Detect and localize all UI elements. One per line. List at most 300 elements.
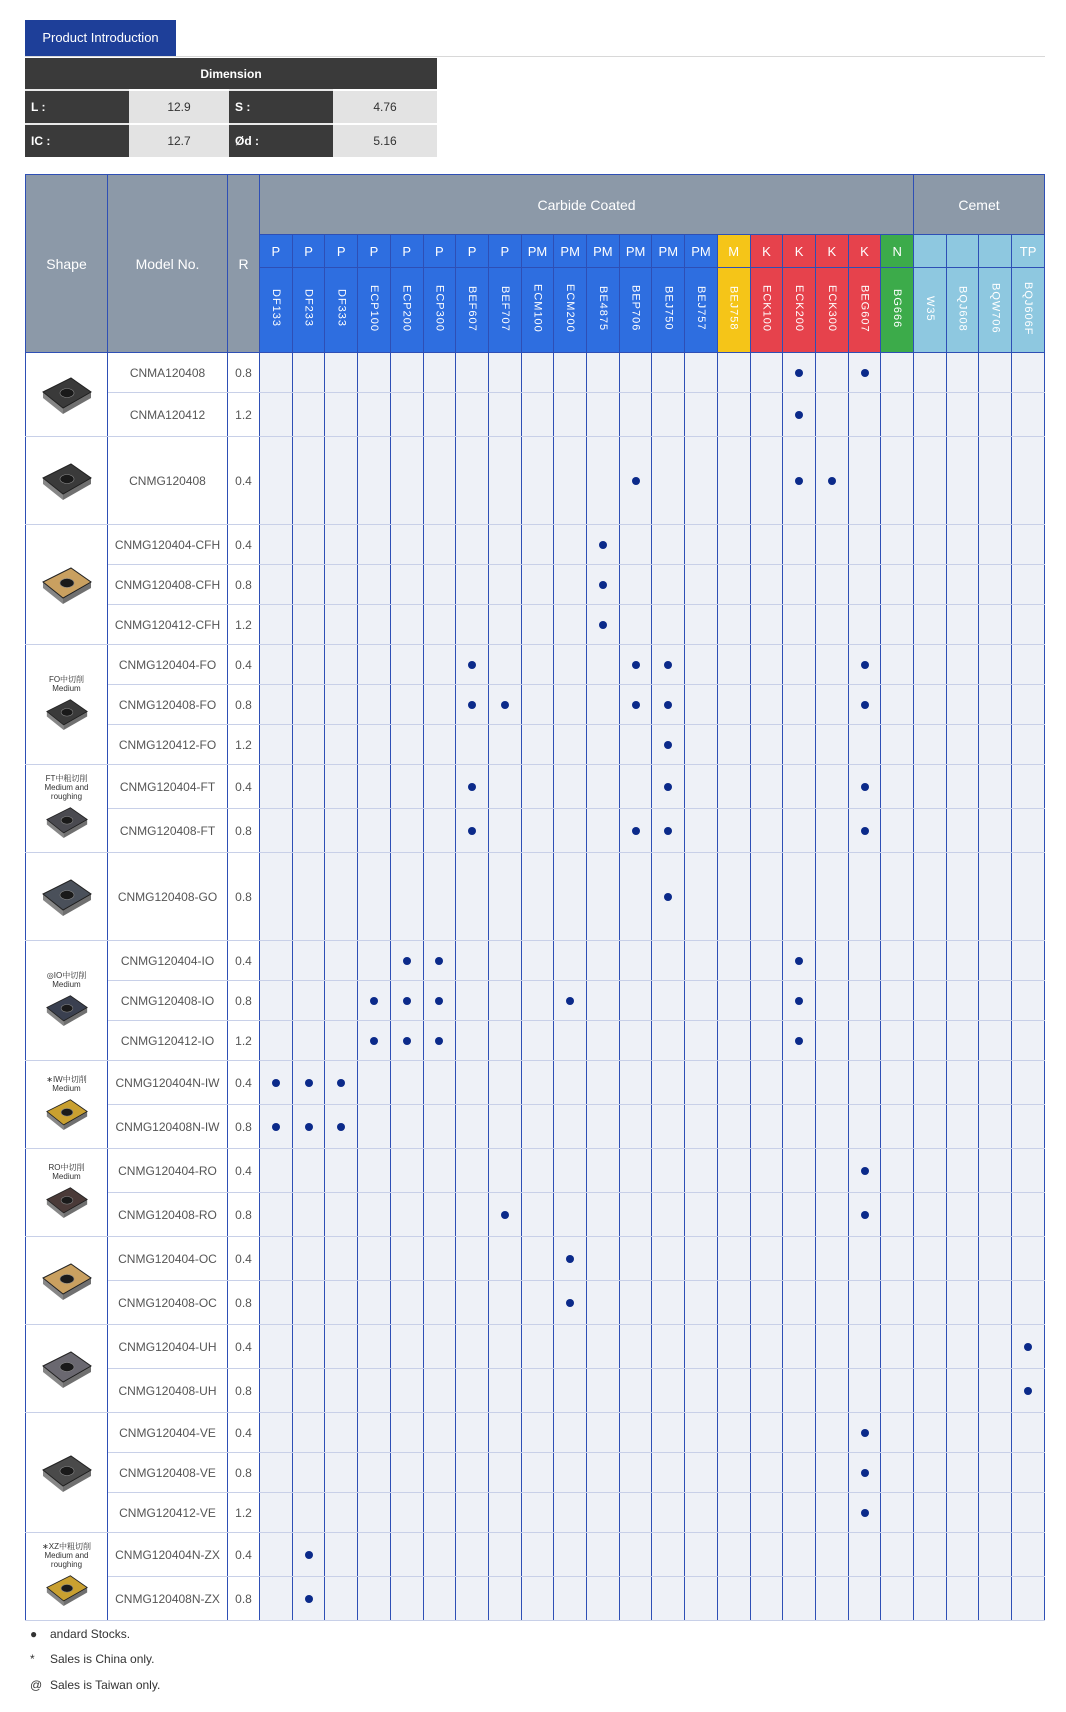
grade-availability-cell xyxy=(815,1281,848,1325)
grade-availability-cell xyxy=(358,1237,391,1281)
grade-availability-cell xyxy=(750,605,783,645)
grade-availability-cell xyxy=(881,525,914,565)
stock-dot-icon xyxy=(370,1037,378,1045)
grade-availability-cell xyxy=(979,1493,1012,1533)
grade-availability-cell xyxy=(325,645,358,685)
grade-availability-cell xyxy=(554,1193,587,1237)
stock-dot-icon xyxy=(861,369,869,377)
stock-dot-icon xyxy=(861,1211,869,1219)
grade-availability-cell xyxy=(325,605,358,645)
grade-availability-cell xyxy=(292,353,325,393)
shape-cell xyxy=(26,941,108,1061)
shape-image xyxy=(31,557,103,613)
grade-availability-cell xyxy=(848,605,881,645)
grade-availability-cell xyxy=(815,605,848,645)
table-row xyxy=(26,765,1045,809)
grade-availability-cell xyxy=(979,1193,1012,1237)
grade-availability-cell xyxy=(1012,1105,1045,1149)
iso-code-0: P xyxy=(260,235,293,268)
grade-availability-cell xyxy=(783,1369,816,1413)
grade-availability-cell xyxy=(783,1149,816,1193)
grade-availability-cell xyxy=(619,1533,652,1577)
radius-value: 0.4 xyxy=(228,1061,260,1105)
grade-availability-cell xyxy=(750,1369,783,1413)
grade-availability-cell xyxy=(914,1325,947,1369)
grade-availability-cell xyxy=(750,437,783,525)
grade-availability-cell xyxy=(456,565,489,605)
grade-availability-cell xyxy=(717,725,750,765)
grade-availability-cell xyxy=(815,565,848,605)
grade-availability-cell xyxy=(881,1149,914,1193)
grade-availability-cell xyxy=(783,725,816,765)
stock-dot-icon xyxy=(403,957,411,965)
cnma-insert-icon xyxy=(37,367,97,423)
chipbreaker-tag: RO中切削 Medium xyxy=(48,1162,85,1181)
radius-value: 0.8 xyxy=(228,853,260,941)
grade-availability-cell xyxy=(456,981,489,1021)
dimension-label: IC : xyxy=(25,123,129,157)
radius-value: 0.4 xyxy=(228,765,260,809)
grade-availability-cell xyxy=(456,437,489,525)
grade-availability-cell xyxy=(325,393,358,437)
grade-availability-cell xyxy=(554,1021,587,1061)
grade-availability-cell xyxy=(914,1577,947,1621)
grade-availability-cell xyxy=(914,353,947,393)
grade-availability-cell xyxy=(587,1237,620,1281)
grade-availability-cell xyxy=(848,525,881,565)
grade-availability-cell xyxy=(815,685,848,725)
stock-dot-icon xyxy=(435,1037,443,1045)
iso-code-17: K xyxy=(815,235,848,268)
grade-availability-cell xyxy=(587,1061,620,1105)
grade-availability-cell xyxy=(783,853,816,941)
grade-availability-cell xyxy=(848,1369,881,1413)
grade-availability-cell xyxy=(1012,1325,1045,1369)
iso-code-22 xyxy=(979,235,1012,268)
grade-availability-cell xyxy=(325,685,358,725)
grade-availability-cell xyxy=(619,853,652,941)
grade-availability-cell xyxy=(717,1021,750,1061)
grade-availability-cell xyxy=(1012,1237,1045,1281)
grade-availability-cell xyxy=(358,725,391,765)
iso-code-12: PM xyxy=(652,235,685,268)
grade-availability-cell xyxy=(488,765,521,809)
grade-availability-cell xyxy=(652,1493,685,1533)
grade-availability-cell xyxy=(619,1369,652,1413)
grade-availability-cell xyxy=(717,981,750,1021)
model-number: CNMG120404N-ZX xyxy=(108,1533,228,1577)
grade-availability-cell xyxy=(358,1493,391,1533)
grade-availability-cell xyxy=(521,1193,554,1237)
dimension-value: 5.16 xyxy=(333,123,437,157)
dimension-label: Ød : xyxy=(229,123,333,157)
grade-availability-cell xyxy=(685,1149,718,1193)
grade-availability-cell xyxy=(587,393,620,437)
grade-availability-cell xyxy=(423,645,456,685)
model-header: Model No. xyxy=(108,175,228,353)
grade-availability-cell xyxy=(717,645,750,685)
model-number: CNMG120408-IO xyxy=(108,981,228,1021)
model-number: CNMG120404-FT xyxy=(108,765,228,809)
grade-availability-cell xyxy=(783,1193,816,1237)
grade-availability-cell xyxy=(717,437,750,525)
grade-availability-cell xyxy=(587,941,620,981)
grade-availability-cell xyxy=(1012,353,1045,393)
table-row xyxy=(26,393,1045,437)
model-number: CNMG120408N-IW xyxy=(108,1105,228,1149)
grade-availability-cell xyxy=(390,353,423,393)
grade-availability-cell xyxy=(717,1149,750,1193)
grade-availability-cell xyxy=(554,353,587,393)
grade-availability-cell xyxy=(946,1237,979,1281)
stock-dot-icon xyxy=(861,1509,869,1517)
grade-availability-cell xyxy=(914,565,947,605)
stock-dot-icon xyxy=(795,477,803,485)
grade-availability-cell xyxy=(456,525,489,565)
grade-availability-cell xyxy=(390,1281,423,1325)
grade-availability-cell xyxy=(685,1105,718,1149)
stock-dot-icon xyxy=(305,1123,313,1131)
grade-availability-cell xyxy=(358,1453,391,1493)
grade-availability-cell xyxy=(1012,981,1045,1021)
grade-availability-cell xyxy=(456,1577,489,1621)
grade-availability-cell xyxy=(881,565,914,605)
grade-availability-cell xyxy=(554,765,587,809)
group-carbide-coated: Carbide Coated xyxy=(260,175,914,235)
grade-availability-cell xyxy=(652,1577,685,1621)
grade-availability-cell xyxy=(717,393,750,437)
ro-insert-icon xyxy=(37,1181,97,1223)
grade-availability-cell xyxy=(260,941,293,981)
grade-availability-cell xyxy=(685,1453,718,1493)
grade-availability-cell xyxy=(456,809,489,853)
grade-availability-cell xyxy=(619,393,652,437)
grade-availability-cell xyxy=(456,393,489,437)
grade-availability-cell xyxy=(260,981,293,1021)
stock-dot-icon xyxy=(403,997,411,1005)
grade-availability-cell xyxy=(325,1061,358,1105)
grade-availability-cell xyxy=(521,809,554,853)
grade-availability-cell xyxy=(652,1533,685,1577)
grade-availability-cell xyxy=(685,565,718,605)
grade-availability-cell xyxy=(521,1453,554,1493)
shape-cell xyxy=(26,1061,108,1149)
grade-availability-cell xyxy=(554,1369,587,1413)
grade-availability-cell xyxy=(587,1193,620,1237)
grade-availability-cell xyxy=(914,1493,947,1533)
grade-availability-cell xyxy=(815,1577,848,1621)
grade-availability-cell xyxy=(848,645,881,685)
grade-availability-cell xyxy=(815,393,848,437)
grade-availability-cell xyxy=(946,765,979,809)
grade-availability-cell xyxy=(488,1149,521,1193)
grade-availability-cell xyxy=(423,1325,456,1369)
radius-value: 0.4 xyxy=(228,941,260,981)
grade-availability-cell xyxy=(783,437,816,525)
radius-value: 0.8 xyxy=(228,1105,260,1149)
table-row xyxy=(26,1061,1045,1105)
radius-value: 0.8 xyxy=(228,809,260,853)
grade-availability-cell xyxy=(521,437,554,525)
iso-code-14: M xyxy=(717,235,750,268)
grade-availability-cell xyxy=(521,1325,554,1369)
grade-name: ECP100 xyxy=(367,285,380,332)
grade-availability-cell xyxy=(685,645,718,685)
grade-availability-cell xyxy=(619,525,652,565)
grade-availability-cell xyxy=(358,353,391,393)
grade-availability-cell xyxy=(946,1021,979,1061)
grade-availability-cell xyxy=(292,1021,325,1061)
grade-availability-cell xyxy=(685,1493,718,1533)
table-row xyxy=(26,1149,1045,1193)
grade-availability-cell xyxy=(488,1369,521,1413)
grade-availability-cell xyxy=(587,1281,620,1325)
grade-availability-cell xyxy=(783,1533,816,1577)
grade-availability-cell xyxy=(587,1493,620,1533)
grade-availability-cell xyxy=(652,981,685,1021)
grade-availability-cell xyxy=(423,353,456,393)
shape-image xyxy=(31,774,103,843)
chipbreaker-tag: FT中粗切削 Medium and roughing xyxy=(44,774,89,801)
grade-availability-cell xyxy=(652,685,685,725)
grade-availability-cell xyxy=(390,1577,423,1621)
grade-availability-cell xyxy=(521,1577,554,1621)
iso-code-7: P xyxy=(488,235,521,268)
stock-dot-icon xyxy=(337,1079,345,1087)
stock-dot-icon xyxy=(566,997,574,1005)
grade-availability-cell xyxy=(652,941,685,981)
grade-availability-cell xyxy=(750,1413,783,1453)
grade-availability-cell xyxy=(423,941,456,981)
grade-availability-cell xyxy=(292,981,325,1021)
grade-availability-cell xyxy=(587,765,620,809)
grade-availability-cell xyxy=(1012,393,1045,437)
dimension-header: Dimension xyxy=(25,58,437,89)
grade-availability-cell xyxy=(521,1237,554,1281)
grade-availability-cell xyxy=(619,1193,652,1237)
grade-availability-cell xyxy=(358,941,391,981)
grade-name: BEJ758 xyxy=(727,286,740,331)
grade-availability-cell xyxy=(619,1281,652,1325)
grade-availability-cell xyxy=(652,1061,685,1105)
grade-availability-cell xyxy=(783,605,816,645)
grade-availability-cell xyxy=(423,437,456,525)
table-row xyxy=(26,437,1045,525)
stock-dot-icon xyxy=(632,661,640,669)
grade-availability-cell xyxy=(488,809,521,853)
legend-text: andard Stocks. xyxy=(50,1627,131,1641)
table-row xyxy=(26,1533,1045,1577)
dimension-label: S : xyxy=(229,89,333,123)
grade-availability-cell xyxy=(358,685,391,725)
grade-availability-cell xyxy=(619,1413,652,1453)
grade-availability-cell xyxy=(423,1281,456,1325)
legend-taiwan-only xyxy=(30,1678,160,1692)
grade-availability-cell xyxy=(358,765,391,809)
grade-availability-cell xyxy=(554,605,587,645)
grade-availability-cell xyxy=(456,1149,489,1193)
grade-availability-cell xyxy=(1012,1369,1045,1413)
grade-availability-cell xyxy=(914,393,947,437)
stock-dot-icon xyxy=(435,957,443,965)
grade-availability-cell xyxy=(914,1193,947,1237)
grade-availability-cell xyxy=(521,685,554,725)
grade-availability-cell xyxy=(652,1021,685,1061)
model-number: CNMG120408-FT xyxy=(108,809,228,853)
grade-name: ECK200 xyxy=(793,285,806,332)
grade-availability-cell xyxy=(390,437,423,525)
grade-availability-cell xyxy=(717,1061,750,1105)
grade-availability-cell xyxy=(390,685,423,725)
model-number: CNMG120408-OC xyxy=(108,1281,228,1325)
grade-availability-cell xyxy=(685,525,718,565)
grade-availability-cell xyxy=(554,1149,587,1193)
grade-availability-cell xyxy=(390,1325,423,1369)
grade-column-header xyxy=(260,268,293,353)
grade-availability-cell xyxy=(979,1149,1012,1193)
grade-availability-cell xyxy=(358,1021,391,1061)
stock-dot-icon xyxy=(1024,1387,1032,1395)
model-number: CNMG120404-RO xyxy=(108,1149,228,1193)
grade-column-header xyxy=(521,268,554,353)
grade-availability-cell xyxy=(423,1237,456,1281)
grade-availability-cell xyxy=(914,1369,947,1413)
grade-availability-cell xyxy=(587,1413,620,1453)
grade-availability-cell xyxy=(652,1105,685,1149)
grade-availability-cell xyxy=(979,981,1012,1021)
grade-availability-cell xyxy=(456,1237,489,1281)
grade-availability-cell xyxy=(358,1369,391,1413)
grade-availability-cell xyxy=(750,1149,783,1193)
grade-availability-cell xyxy=(619,645,652,685)
grade-availability-cell xyxy=(848,393,881,437)
grade-availability-cell xyxy=(881,765,914,809)
grade-name: ECK300 xyxy=(825,285,838,332)
grade-availability-cell xyxy=(390,605,423,645)
table-row xyxy=(26,605,1045,645)
grade-availability-cell xyxy=(783,1577,816,1621)
grade-availability-cell xyxy=(652,765,685,809)
grade-availability-cell xyxy=(292,1105,325,1149)
stock-dot-icon xyxy=(861,827,869,835)
io-insert-icon xyxy=(37,989,97,1031)
grade-availability-cell xyxy=(848,1193,881,1237)
grade-availability-cell xyxy=(881,1493,914,1533)
grade-availability-cell xyxy=(1012,1453,1045,1493)
stock-dot-icon xyxy=(435,997,443,1005)
grade-availability-cell xyxy=(750,1021,783,1061)
grade-availability-cell xyxy=(914,1105,947,1149)
grade-availability-cell xyxy=(652,1453,685,1493)
grade-availability-cell xyxy=(292,1149,325,1193)
shape-image xyxy=(31,1445,103,1501)
grade-availability-cell xyxy=(717,1369,750,1413)
iso-code-1: P xyxy=(292,235,325,268)
grade-availability-cell xyxy=(783,981,816,1021)
stock-dot-icon xyxy=(664,783,672,791)
grade-availability-cell xyxy=(521,1369,554,1413)
grade-availability-cell xyxy=(848,1533,881,1577)
grade-availability-cell xyxy=(358,1281,391,1325)
grade-availability-cell xyxy=(260,1281,293,1325)
grade-availability-cell xyxy=(717,941,750,981)
grade-availability-cell xyxy=(652,605,685,645)
grade-availability-cell xyxy=(685,1413,718,1453)
stock-dot-icon xyxy=(795,957,803,965)
grade-availability-cell xyxy=(914,685,947,725)
grade-name: BEF607 xyxy=(466,285,479,332)
grade-availability-cell xyxy=(325,1193,358,1237)
grade-availability-cell xyxy=(685,393,718,437)
grade-availability-cell xyxy=(914,853,947,941)
grade-availability-cell xyxy=(914,1453,947,1493)
grade-availability-cell xyxy=(881,1021,914,1061)
grade-availability-cell xyxy=(488,645,521,685)
grade-availability-cell xyxy=(1012,605,1045,645)
tab-product-introduction[interactable]: Product Introduction xyxy=(25,20,176,56)
grade-name: W35 xyxy=(923,295,936,322)
grade-availability-cell xyxy=(815,809,848,853)
model-number: CNMG120412-VE xyxy=(108,1493,228,1533)
radius-value: 0.8 xyxy=(228,565,260,605)
shape-image xyxy=(31,675,103,735)
grade-availability-cell xyxy=(619,1237,652,1281)
grade-availability-cell xyxy=(783,809,816,853)
grade-availability-cell xyxy=(390,1369,423,1413)
tab-bar xyxy=(25,20,1045,57)
grade-availability-cell xyxy=(619,725,652,765)
grade-availability-cell xyxy=(783,565,816,605)
grade-availability-cell xyxy=(881,605,914,645)
grade-availability-cell xyxy=(848,1413,881,1453)
chipbreaker-tag: ∗IW中切削 Medium xyxy=(46,1074,87,1093)
model-number: CNMG120408-RO xyxy=(108,1193,228,1237)
grade-availability-cell xyxy=(914,437,947,525)
grade-availability-cell xyxy=(521,1061,554,1105)
model-number: CNMG120408 xyxy=(108,437,228,525)
radius-value: 0.8 xyxy=(228,685,260,725)
grade-availability-cell xyxy=(587,1577,620,1621)
stock-dot-icon xyxy=(468,701,476,709)
grade-availability-cell xyxy=(881,1533,914,1577)
grade-availability-cell xyxy=(521,393,554,437)
grade-availability-cell xyxy=(815,1105,848,1149)
grade-column-header xyxy=(750,268,783,353)
grade-availability-cell xyxy=(619,1493,652,1533)
grade-availability-cell xyxy=(358,1105,391,1149)
model-number: CNMG120408-VE xyxy=(108,1453,228,1493)
grade-availability-cell xyxy=(521,725,554,765)
grade-availability-cell xyxy=(358,981,391,1021)
grade-availability-cell xyxy=(390,1533,423,1577)
grade-name: BEJ750 xyxy=(662,286,675,331)
model-number: CNMG120412-CFH xyxy=(108,605,228,645)
grade-availability-cell xyxy=(587,685,620,725)
grade-availability-cell xyxy=(815,981,848,1021)
grade-name: BG666 xyxy=(891,288,904,329)
grade-availability-cell xyxy=(260,725,293,765)
shape-cell xyxy=(26,1533,108,1621)
grade-availability-cell xyxy=(325,1413,358,1453)
shape-image xyxy=(31,1163,103,1223)
grade-availability-cell xyxy=(456,941,489,981)
grade-availability-cell xyxy=(946,809,979,853)
grade-availability-cell xyxy=(1012,1061,1045,1105)
grade-availability-cell xyxy=(1012,1493,1045,1533)
dimension-value: 12.9 xyxy=(129,89,229,123)
grade-availability-cell xyxy=(783,1453,816,1493)
grade-availability-cell xyxy=(260,645,293,685)
